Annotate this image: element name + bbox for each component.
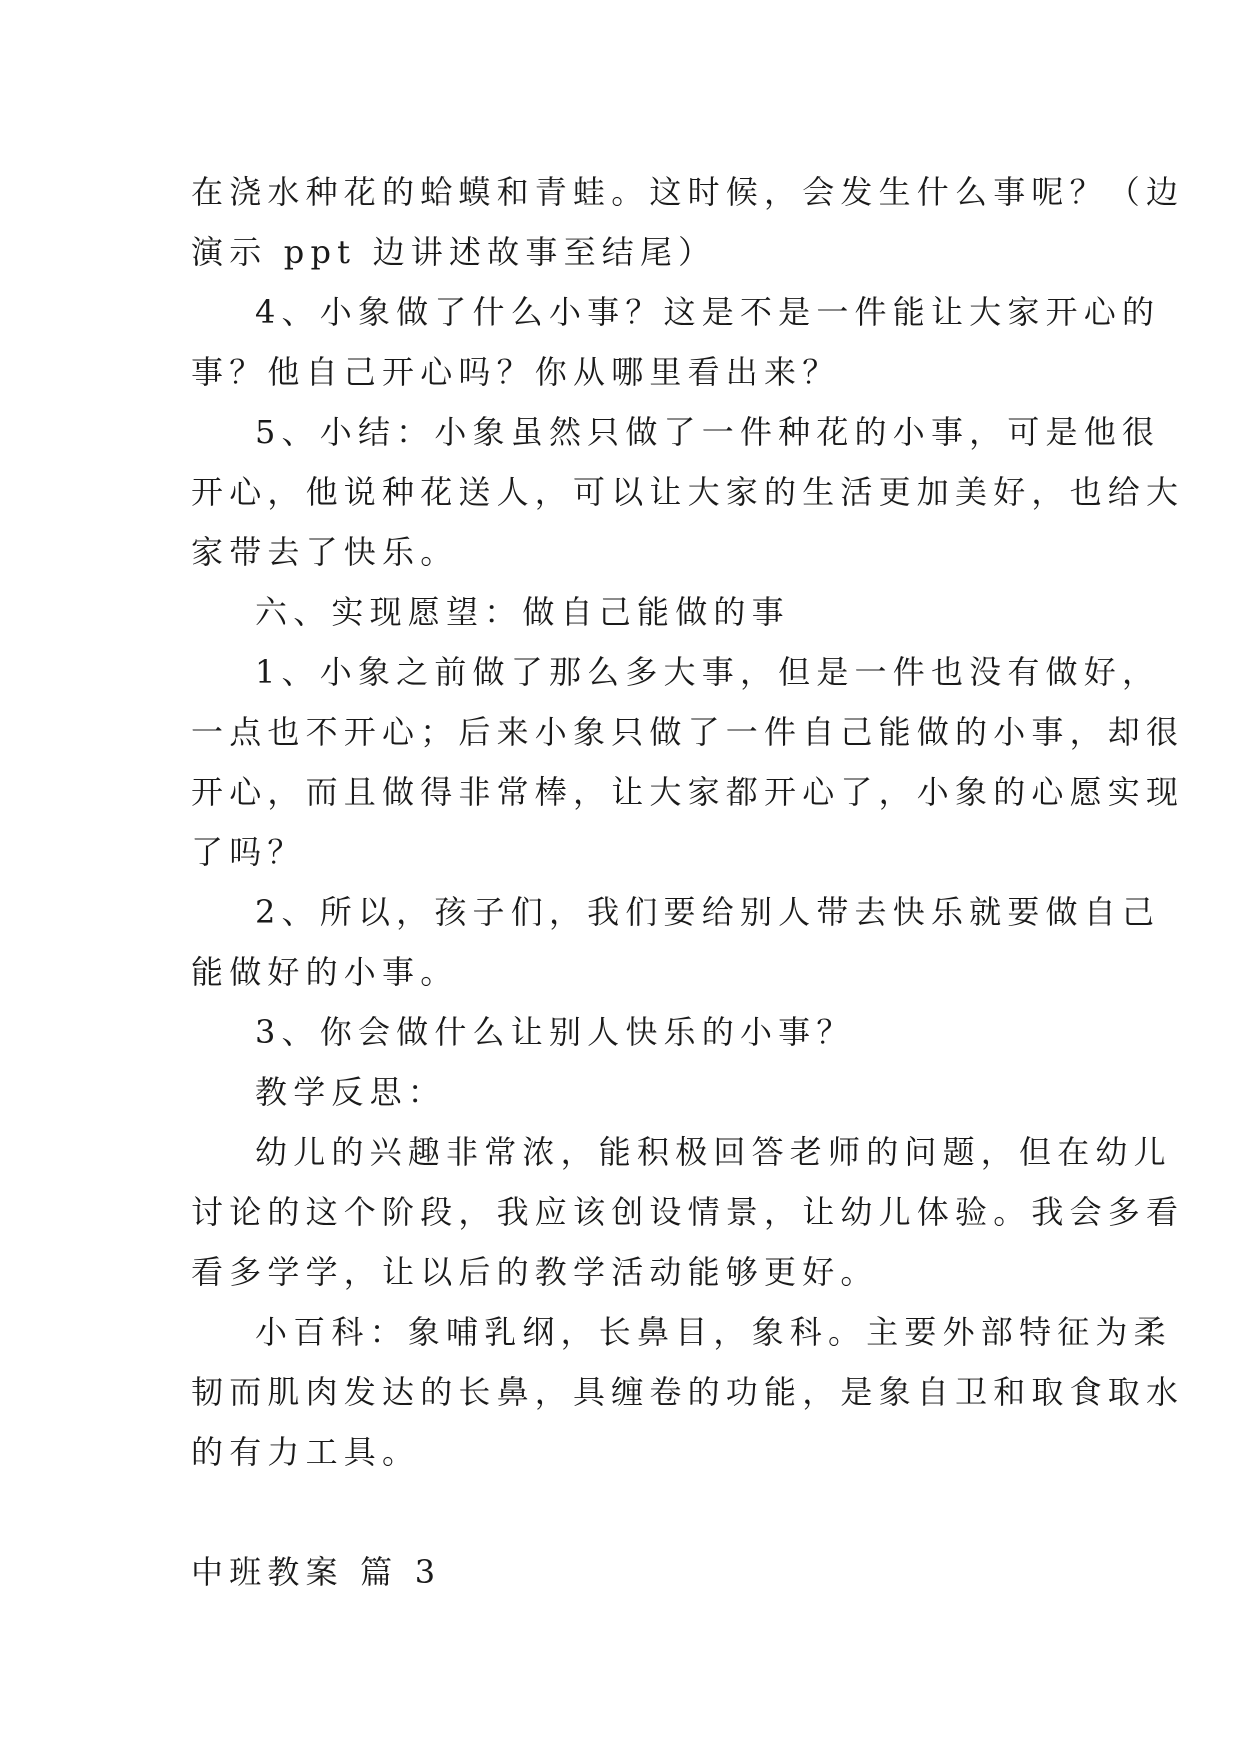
paragraph-line: 3、你会做什么让别人快乐的小事？ xyxy=(255,1013,855,1051)
paragraph-line: 幼儿的兴趣非常浓，能积极回答老师的问题，但在幼儿 xyxy=(255,1133,1172,1171)
paragraph-line: 2、所以，孩子们，我们要给别人带去快乐就要做自己 xyxy=(255,893,1161,931)
body-line: 开心，他说种花送人，可以让大家的生活更加美好，也给大 xyxy=(191,473,1185,511)
paragraph-line: 5、小结：小象虽然只做了一件种花的小事，可是他很 xyxy=(255,413,1161,451)
body-line: 讨论的这个阶段，我应该创设情景，让幼儿体验。我会多看 xyxy=(191,1193,1185,1231)
body-line: 演示 ppt 边讲述故事至结尾） xyxy=(191,233,717,271)
paragraph-line: 1、小象之前做了那么多大事，但是一件也没有做好， xyxy=(255,653,1161,691)
paragraph-line: 小百科：象哺乳纲，长鼻目，象科。主要外部特征为柔 xyxy=(255,1313,1172,1351)
body-line: 的有力工具。 xyxy=(191,1433,421,1471)
paragraph-line: 4、小象做了什么小事？这是不是一件能让大家开心的 xyxy=(255,293,1161,331)
body-line: 韧而肌肉发达的长鼻，具缠卷的功能，是象自卫和取食取水 xyxy=(191,1373,1185,1411)
document-body xyxy=(191,162,1185,1602)
section-heading: 中班教案 篇 3 xyxy=(191,1553,442,1591)
body-line: 在浇水种花的蛤蟆和青蛙。这时候，会发生什么事呢？（边 xyxy=(191,173,1185,211)
body-line: 事？他自己开心吗？你从哪里看出来？ xyxy=(191,353,841,391)
body-line: 一点也不开心；后来小象只做了一件自己能做的小事，却很 xyxy=(191,713,1185,751)
teaching-reflection-heading: 教学反思： xyxy=(255,1073,447,1111)
section-spacer xyxy=(191,1482,1053,1542)
body-line: 看多学学，让以后的教学活动能够更好。 xyxy=(191,1253,879,1291)
body-line: 家带去了快乐。 xyxy=(191,533,459,571)
body-line: 能做好的小事。 xyxy=(191,953,459,991)
section-subheading: 六、实现愿望：做自己能做的事 xyxy=(255,593,790,631)
body-line: 了吗？ xyxy=(191,833,306,871)
body-line: 开心，而且做得非常棒，让大家都开心了，小象的心愿实现 xyxy=(191,773,1185,811)
